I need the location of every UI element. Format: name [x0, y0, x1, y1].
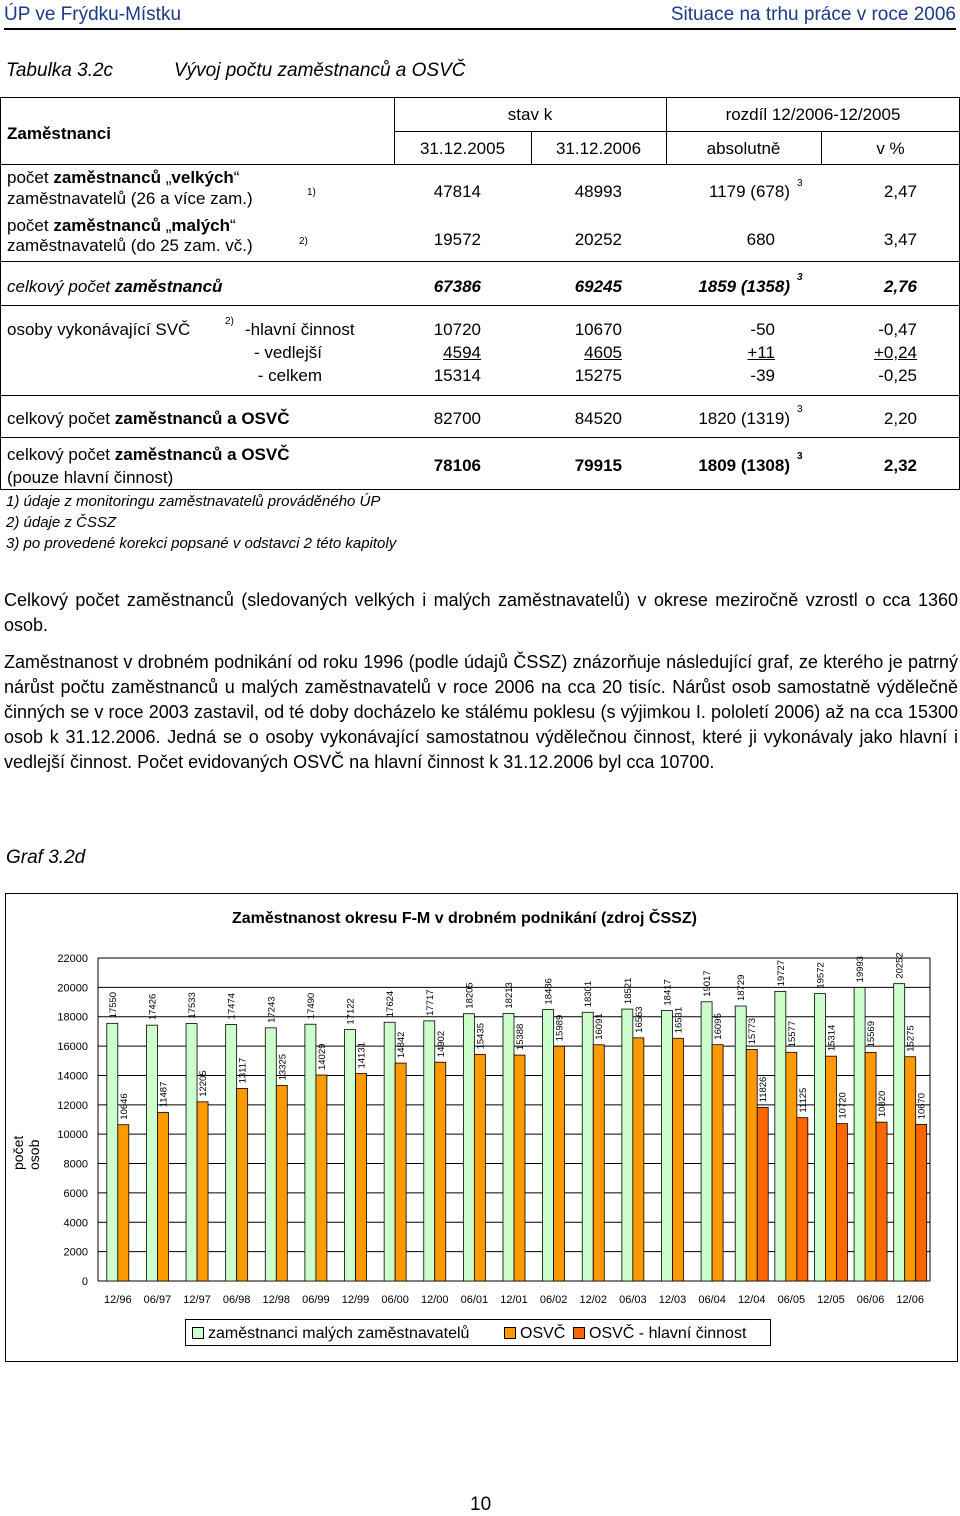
data-label: 16095: [713, 1013, 725, 1040]
row-svc-label: osoby vykonávající SVČ: [7, 320, 191, 339]
y-tick-label: 6000: [63, 1187, 88, 1200]
data-label: 15577: [786, 1020, 798, 1048]
data-label: 14131: [356, 1042, 368, 1069]
legend-item: OSVČ: [504, 1325, 565, 1343]
col-absolute: absolutně: [706, 139, 781, 158]
graph-caption: Graf 3.2d: [6, 847, 86, 868]
data-label: 11125: [797, 1087, 809, 1113]
data-label: 19572: [815, 962, 827, 989]
cell: 48993: [574, 182, 622, 201]
data-label: 18205: [464, 982, 476, 1009]
data-label: 17550: [107, 991, 119, 1019]
x-tick-label: 12/00: [420, 1294, 449, 1306]
legend-item: OSVČ - hlavní činnost: [573, 1325, 746, 1343]
cell: +0,24: [873, 343, 917, 362]
cell: 2,76: [883, 277, 917, 296]
table-title: Vývoj počtu zaměstnanců a OSVČ: [174, 60, 466, 81]
y-tick-label: 0: [81, 1276, 88, 1288]
page-number: 10: [470, 1494, 492, 1515]
x-tick-label: 12/04: [737, 1294, 766, 1306]
data-label: 14029: [316, 1043, 328, 1071]
data-label: 17426: [147, 993, 159, 1021]
data-label: 19993: [855, 956, 867, 983]
row-total-label: celkový počet zaměstnanců: [7, 277, 223, 296]
header-right: Situace na trhu práce v roce 2006: [670, 4, 956, 25]
data-label: 13117: [237, 1057, 249, 1084]
cell: 82700: [433, 409, 481, 428]
cell: 10670: [574, 320, 622, 339]
data-label: 18729: [736, 974, 748, 1002]
data-label: 18521: [622, 977, 634, 1005]
y-tick-label: 2000: [63, 1246, 88, 1259]
x-tick-label: 06/01: [460, 1294, 489, 1306]
row-small-sup: 2): [299, 236, 308, 247]
footnote: 1) údaje z monitoringu zaměstnavatelů prováděného ÚP: [6, 493, 381, 510]
y-tick-label: 14000: [57, 1070, 88, 1083]
cell: 1809 (1308): [698, 456, 790, 475]
data-label: 14842: [396, 1031, 408, 1059]
cell: 2,20: [883, 409, 917, 428]
x-tick-label: 06/04: [698, 1294, 726, 1306]
footnote: 2) údaje z ČSSZ: [6, 514, 117, 531]
row-main-osvc-label2: (pouze hlavní činnost): [7, 468, 174, 487]
footnote: 3) po provedené korekci popsané v odstavci 2 této kapitoly: [6, 535, 397, 552]
row-total-osvc-label: celkový počet zaměstnanců a OSVČ: [7, 409, 290, 428]
data-label: 15275: [905, 1025, 917, 1052]
cell: 2,32: [883, 456, 917, 475]
x-tick-label: 06/02: [539, 1294, 568, 1306]
y-tick-label: 10000: [57, 1129, 88, 1142]
row-svc-sup: 2): [225, 316, 234, 327]
x-tick-label: 06/97: [143, 1294, 172, 1306]
cell: 19572: [433, 230, 481, 249]
data-label: 17717: [424, 989, 436, 1016]
data-label: 16091: [594, 1013, 606, 1040]
row-svc-sub: -hlavní činnost: [245, 320, 355, 339]
data-label: 10720: [837, 1092, 849, 1119]
data-label: 18301: [583, 980, 595, 1008]
data-label: 15989: [554, 1014, 566, 1042]
y-tick-label: 16000: [57, 1041, 88, 1054]
cell: 15275: [574, 366, 622, 385]
data-label: 15773: [747, 1018, 759, 1045]
chart-title: Zaměstnanost okresu F-M v drobném podnikání (zdroj ČSSZ): [232, 910, 697, 927]
y-tick-label: 22000: [57, 953, 88, 965]
cell: 3,47: [883, 230, 917, 249]
cell: -39: [750, 366, 775, 385]
cell-sup: 3: [797, 404, 803, 415]
data-label: 10820: [877, 1090, 889, 1118]
employment-table: [0, 97, 960, 490]
data-label: 10670: [916, 1092, 928, 1120]
data-label: 16563: [633, 1006, 645, 1033]
cell: 47814: [433, 182, 481, 201]
data-label: 19727: [775, 959, 787, 987]
x-tick-label: 12/06: [896, 1294, 924, 1306]
cell: 78106: [433, 456, 481, 475]
y-tick-label: 12000: [57, 1099, 88, 1112]
col-2005: 31.12.2005: [419, 139, 506, 158]
header-left: ÚP ve Frýdku-Místku: [4, 4, 182, 25]
cell: 4605: [584, 343, 622, 362]
data-label: 17490: [305, 992, 317, 1020]
y-axis-label: počet osob: [10, 1135, 42, 1170]
cell: 680: [746, 230, 775, 249]
data-label: 17243: [266, 996, 278, 1023]
col-group-rozdil: rozdíl 12/2006-12/2005: [725, 105, 901, 124]
row-large-sup: 1): [307, 187, 316, 198]
y-tick-label: 8000: [63, 1158, 88, 1171]
x-tick-label: 12/02: [579, 1294, 608, 1306]
data-label: 11487: [158, 1081, 170, 1108]
row-small-label2: zaměstnavatelů (do 25 zam. vč.): [7, 236, 253, 255]
table-label: Tabulka 3.2c: [6, 60, 114, 81]
cell: 2,47: [883, 182, 917, 201]
cell: 67386: [433, 277, 481, 296]
data-label: 18417: [662, 979, 674, 1006]
table-footnotes: [6, 491, 396, 554]
x-tick-label: 12/05: [817, 1294, 845, 1306]
data-label: 14902: [435, 1030, 447, 1058]
data-label: 17122: [345, 998, 357, 1025]
cell-sup: 3: [797, 272, 803, 283]
x-tick-label: 12/97: [183, 1294, 211, 1306]
data-label: 19017: [702, 970, 714, 997]
x-tick-label: 06/05: [777, 1294, 806, 1306]
data-label: 13325: [277, 1053, 289, 1081]
cell: 1859 (1358): [698, 277, 790, 296]
x-tick-label: 12/01: [500, 1294, 528, 1306]
cell: 4594: [443, 343, 481, 362]
cell-sup: 3: [797, 178, 803, 189]
data-label: 15314: [826, 1024, 838, 1052]
row-small-label: počet zaměstnanců „malých“: [7, 216, 236, 235]
data-label: 20252: [894, 952, 906, 979]
y-tick-label: 18000: [57, 1011, 88, 1024]
cell: 84520: [574, 409, 622, 428]
data-label: 17533: [187, 992, 199, 1019]
legend-item: zaměstnanci malých zaměstnavatelů: [192, 1325, 469, 1343]
col-percent: v %: [876, 139, 905, 158]
cell-sup: 3: [797, 451, 803, 462]
data-label: 18213: [504, 982, 515, 1009]
col-2006: 31.12.2006: [555, 139, 642, 158]
row-header: Zaměstnanci: [7, 124, 111, 143]
chart-legend: [185, 1319, 771, 1346]
data-label: 11826: [758, 1076, 770, 1103]
data-label: 15435: [475, 1022, 487, 1050]
y-tick-label: 20000: [57, 982, 88, 995]
x-tick-label: 12/99: [341, 1294, 370, 1306]
x-tick-label: 12/03: [658, 1294, 687, 1306]
x-tick-label: 06/06: [856, 1294, 885, 1306]
cell: 10720: [433, 320, 481, 339]
paragraph: Zaměstnanost v drobném podnikání od roku 1996 (podle údajů ČSSZ) znázorňuje následující graf, ze kterého je patrný nárůst počtu zaměstnanců u malých zaměstnavatelů v roce 2006 na cca 20 tisíc. Nárůst osob samostatně výdělečně činných se v roce 2003 zastavil, od té doby docházelo ke stálému poklesu (s výjimkou I. pololetí 2006) až na cca 15300 osob k 31.12.2006. Jedná se o osoby vykonávající samostatnou výdělečnou činnost, které ji vykonávaly jako hlavní i vedlejší činnost. Počet evidovaných OSVČ na hlavní činnost k 31.12.2006 byl cca 10700.: [4, 652, 958, 772]
cell: +11: [747, 343, 775, 362]
row-large-label: počet zaměstnanců „velkých“: [7, 168, 240, 187]
row-svc-sub: - vedlejší: [253, 343, 322, 362]
cell: 1820 (1319): [698, 409, 790, 428]
page-header: [4, 2, 956, 30]
x-tick-label: 12/96: [104, 1294, 132, 1306]
paragraph: Celkový počet zaměstnanců (sledovaných velkých i malých zaměstnavatelů) v okrese meziročně vzrostl o cca 1360 osob.: [4, 590, 958, 635]
data-label: 15569: [866, 1020, 878, 1048]
data-label: 12205: [198, 1070, 210, 1097]
data-label: 16531: [673, 1006, 685, 1034]
x-tick-label: 06/98: [222, 1294, 251, 1306]
data-label: 17624: [385, 990, 397, 1018]
cell: -0,47: [878, 320, 917, 339]
x-tick-label: 06/00: [381, 1294, 409, 1306]
x-tick-label: 12/98: [262, 1294, 291, 1306]
data-label: 18486: [543, 978, 555, 1005]
cell: -0,25: [878, 366, 917, 385]
cell: -50: [750, 320, 775, 339]
x-tick-label: 06/99: [302, 1294, 330, 1306]
cell: 20252: [574, 230, 622, 249]
chart-frame: [5, 893, 958, 1362]
col-group-stav: stav k: [507, 105, 553, 124]
cell: 79915: [574, 456, 622, 475]
row-main-osvc-label: celkový počet zaměstnanců a OSVČ: [7, 445, 290, 464]
data-label: 15388: [515, 1023, 526, 1051]
data-label: 17474: [226, 993, 238, 1020]
row-svc-sub: - celkem: [257, 366, 322, 385]
data-label: 10646: [118, 1093, 130, 1120]
cell: 15314: [433, 366, 481, 385]
x-tick-label: 06/03: [619, 1294, 647, 1306]
row-large-label2: zaměstnavatelů (26 a více zam.): [7, 189, 253, 208]
y-tick-label: 4000: [63, 1217, 88, 1230]
cell: 1179 (678): [709, 182, 790, 201]
cell: 69245: [574, 277, 622, 296]
